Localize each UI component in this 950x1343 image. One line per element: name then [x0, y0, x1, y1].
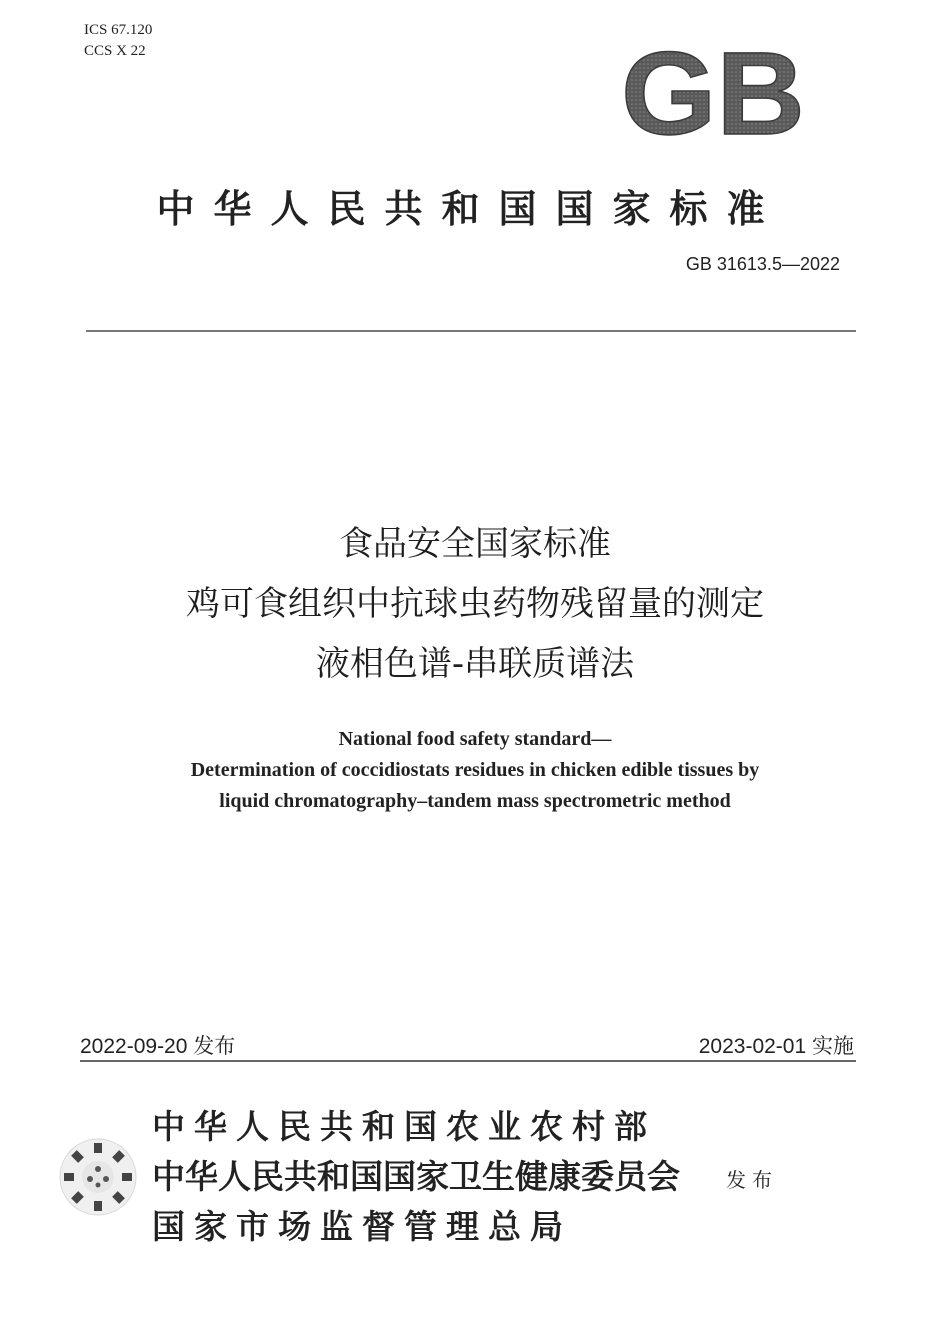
- issuer-market-regulation: 国家市场监督管理总局: [152, 1207, 572, 1246]
- date-divider: [80, 1060, 856, 1062]
- zh-title-line: 液相色谱-串联质谱法: [315, 644, 635, 684]
- zh-title-line: 食品安全国家标准: [339, 524, 611, 564]
- issuer-health-commission: 中华人民共和国国家卫生健康委员会: [152, 1157, 680, 1196]
- header-divider: [86, 330, 856, 332]
- standard-number: GB 31613.5—2022: [685, 254, 840, 274]
- issuer-ministry-agriculture: 中华人民共和国农业农村部: [152, 1107, 656, 1146]
- emblem-seal-icon: [56, 1135, 140, 1219]
- gb-logo: [618, 42, 808, 142]
- national-standard-title: 中华人民共和国国家标准: [156, 186, 784, 231]
- gb-logo-text: GB: [621, 42, 805, 142]
- en-title-line: Determination of coccidiostats residues in chicken edible tissues by: [190, 759, 760, 781]
- issue-date: 2022-09-20 发布: [80, 1035, 236, 1058]
- issuing-authorities: [152, 1102, 712, 1252]
- en-title-line: National food safety standard—: [338, 728, 612, 750]
- date-row: [80, 1030, 854, 1060]
- english-title: [40, 724, 910, 817]
- ics-code: ICS 67.120: [84, 22, 153, 38]
- ccs-code: CCS X 22: [84, 43, 146, 59]
- classification-codes: [84, 20, 152, 62]
- effective-date: 2023-02-01 实施: [698, 1035, 854, 1058]
- zh-title-line: 鸡可食组织中抗球虫药物残留量的测定: [186, 584, 764, 624]
- publish-label: 发布: [726, 1168, 778, 1192]
- chinese-title: [40, 514, 910, 694]
- en-title-line: liquid chromatography–tandem mass spectrometric method: [219, 790, 731, 812]
